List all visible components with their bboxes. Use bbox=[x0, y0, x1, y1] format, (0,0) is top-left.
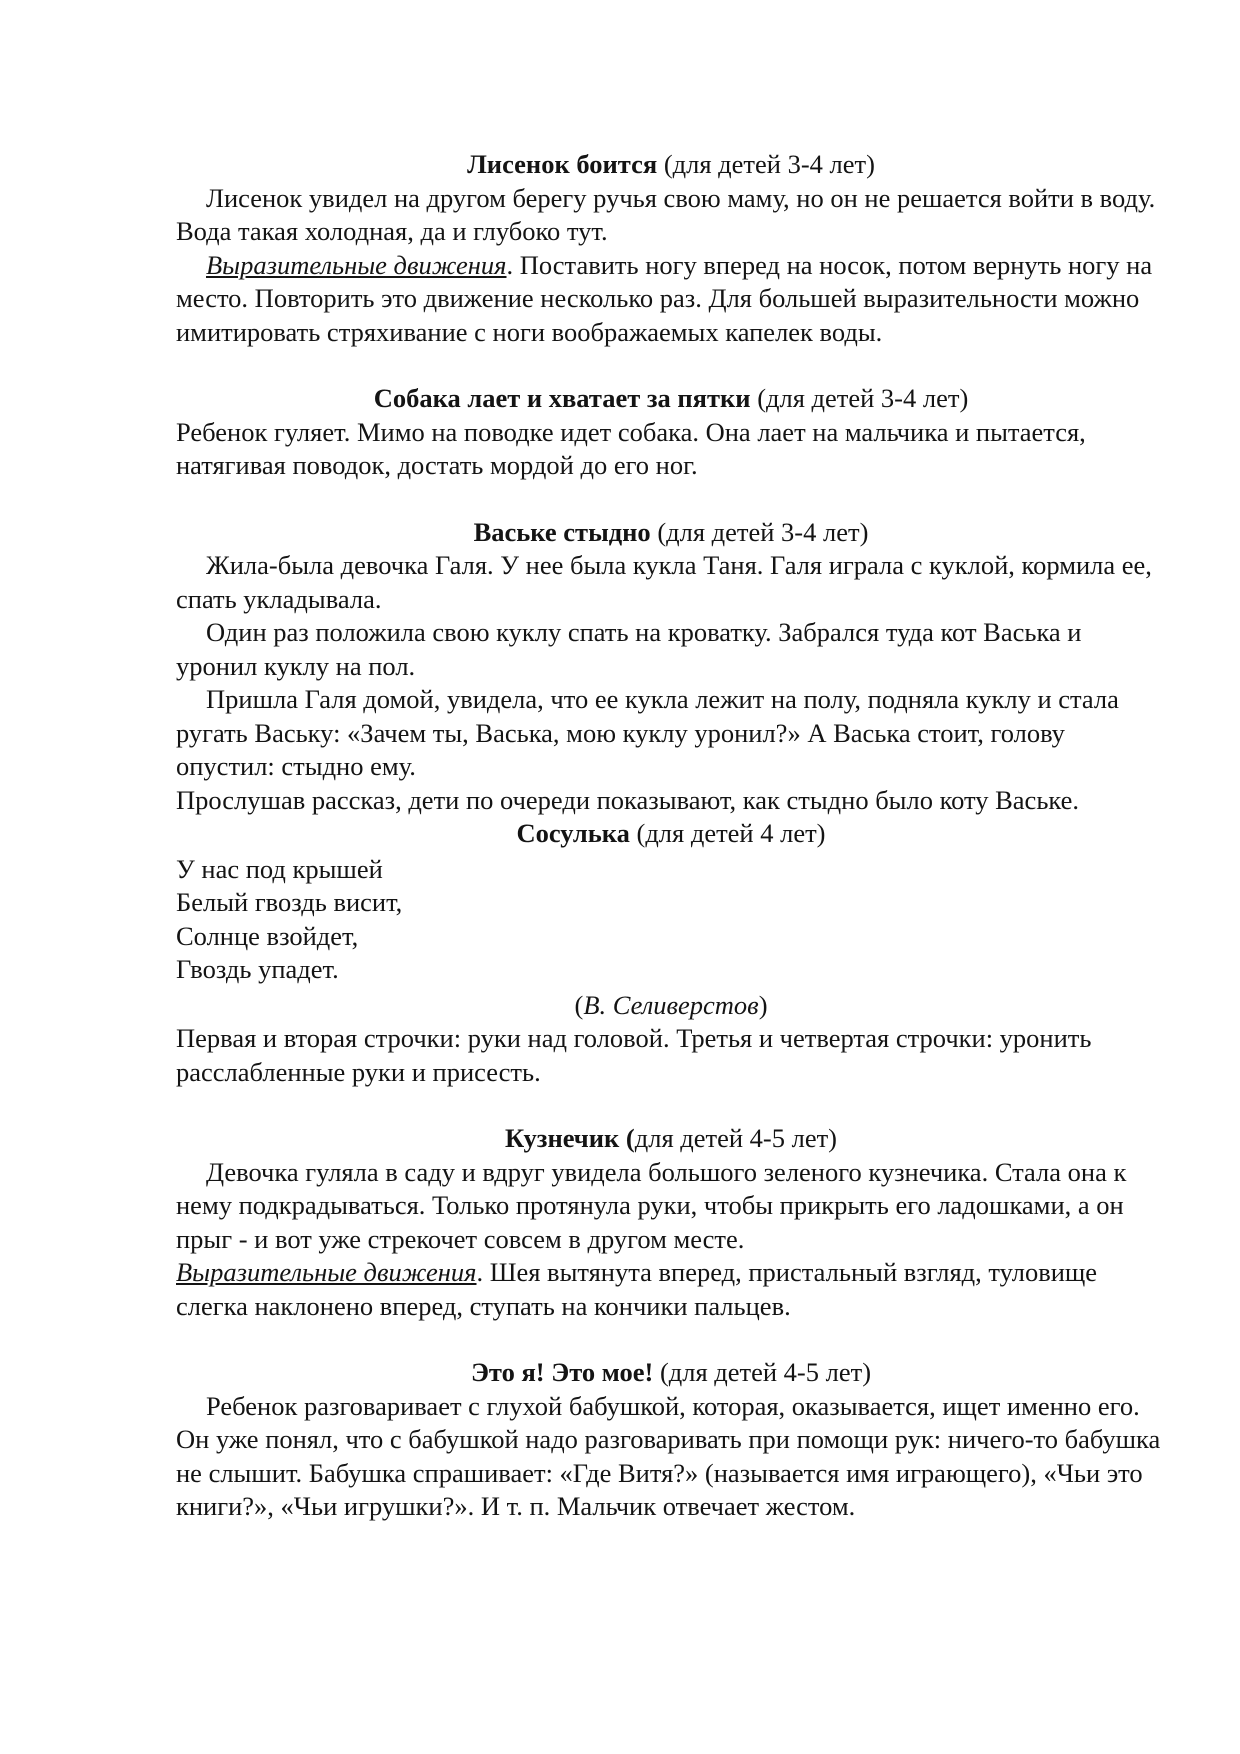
paragraph: Ребенок разговаривает с глухой бабушкой, которая, оказывается, ищет именно его. Он уже понял, что с бабушкой надо разговаривать при помощи рук: ничего-то бабушка не слышит. Бабушка спрашивает: «Где Витя?» (называется имя играющего), «Чьи это книги?», «Чьи игрушки?». И т. п. Мальчик отвечает жестом. bbox=[176, 1390, 1161, 1521]
term-expressive-movements: Выразительные движения bbox=[176, 1257, 477, 1287]
section-dog bbox=[176, 382, 1166, 483]
section-title bbox=[176, 1356, 1166, 1390]
paragraph: Ребенок гуляет. Мимо на поводке идет собака. Она лает на мальчика и пытается, натягивая поводок, достать мордой до его ног. bbox=[176, 416, 1086, 480]
paren-close: ) bbox=[758, 989, 768, 1020]
paragraph-text: . Шея вытянута вперед, пристальный взгляд, туловище слегка наклонено вперед, ступать на кончики пальцев. bbox=[176, 1257, 1098, 1321]
section-vaska bbox=[176, 516, 1166, 818]
section-fox bbox=[176, 148, 1166, 349]
paragraph: Лисенок увидел на другом берегу ручья свою маму, но он не решается войти в воду. Вода такая холодная, да и глубоко тут. bbox=[176, 182, 1156, 246]
title-age: для детей 4-5 лет) bbox=[634, 1123, 838, 1153]
section-icicle bbox=[176, 817, 1166, 1089]
spacer bbox=[176, 483, 1166, 516]
poem-line: Белый гвоздь висит, bbox=[176, 887, 403, 917]
section-grasshopper bbox=[176, 1122, 1166, 1323]
paragraph: Прослушав рассказ, дети по очереди показывают, как стыдно было коту Ваське. bbox=[176, 784, 1080, 815]
paragraph: Пришла Галя домой, увидела, что ее кукла лежит на полу, подняла куклу и стала ругать Ваську: «Зачем ты, Васька, мою куклу уронил?» А Васька стоит, голову опустил: стыдно ему. bbox=[176, 684, 1119, 781]
spacer bbox=[176, 1323, 1166, 1356]
title-age: (для детей 3-4 лет) bbox=[750, 383, 969, 413]
poem bbox=[176, 853, 1166, 987]
title-bold: Ваське стыдно bbox=[473, 516, 651, 547]
section-title bbox=[176, 817, 1166, 851]
section-its-me bbox=[176, 1356, 1166, 1524]
title-bold: Это я! Это мое! bbox=[470, 1357, 654, 1387]
term-expressive-movements: Выразительные движения bbox=[206, 249, 507, 280]
title-bold: Лисенок боится bbox=[467, 149, 658, 179]
paragraph bbox=[176, 249, 1166, 350]
paragraph: Первая и вторая строчки: руки над головой. Третья и четвертая строчки: уронить расслабленные руки и присесть. bbox=[176, 1023, 1092, 1087]
section-title bbox=[176, 516, 1166, 550]
spacer bbox=[176, 1089, 1166, 1122]
paragraph: Один раз положила свою куклу спать на кроватку. Забрался туда кот Васька и уронил куклу на пол. bbox=[176, 617, 1082, 681]
title-age: (для детей 4 лет) bbox=[629, 818, 826, 848]
poem-line: У нас под крышей bbox=[176, 853, 383, 884]
title-bold: Кузнечик ( bbox=[504, 1123, 635, 1153]
poem-line: Солнце взойдет, bbox=[176, 920, 359, 951]
section-title bbox=[176, 1122, 1166, 1156]
title-bold: Сосулька bbox=[516, 818, 630, 848]
title-age: (для детей 4-5 лет) bbox=[653, 1357, 872, 1387]
paragraph-text: . Поставить ногу вперед на носок, потом вернуть ногу на место. Повторить это движение несколько раз. Для большей выразительности можно имитировать стряхивание с ноги воображаемых капелек воды. bbox=[176, 249, 1153, 347]
paren-open: ( bbox=[574, 989, 584, 1020]
paragraph bbox=[176, 1256, 1166, 1323]
author-name: В. Селиверстов bbox=[583, 989, 759, 1020]
document-page bbox=[176, 148, 1166, 1524]
poem-author bbox=[176, 989, 1166, 1023]
paragraph: Жила-была девочка Галя. У нее была кукла Таня. Галя играла с куклой, кормила ее, спать укладывала. bbox=[176, 550, 1152, 614]
title-age: (для детей 3-4 лет) bbox=[657, 149, 875, 179]
spacer bbox=[176, 349, 1166, 382]
paragraph: Девочка гуляла в саду и вдруг увидела большого зеленого кузнечика. Стала она к нему подкрадываться. Только протянула руки, чтобы прикрыть его ладошками, а он прыг - и вот уже стрекочет совсем в другом месте. bbox=[176, 1156, 1127, 1254]
poem-line: Гвоздь упадет. bbox=[176, 954, 339, 984]
section-title bbox=[176, 148, 1166, 182]
title-bold: Собака лает и хватает за пятки bbox=[373, 383, 751, 413]
title-age: (для детей 3-4 лет) bbox=[650, 516, 869, 547]
section-title bbox=[176, 382, 1166, 416]
